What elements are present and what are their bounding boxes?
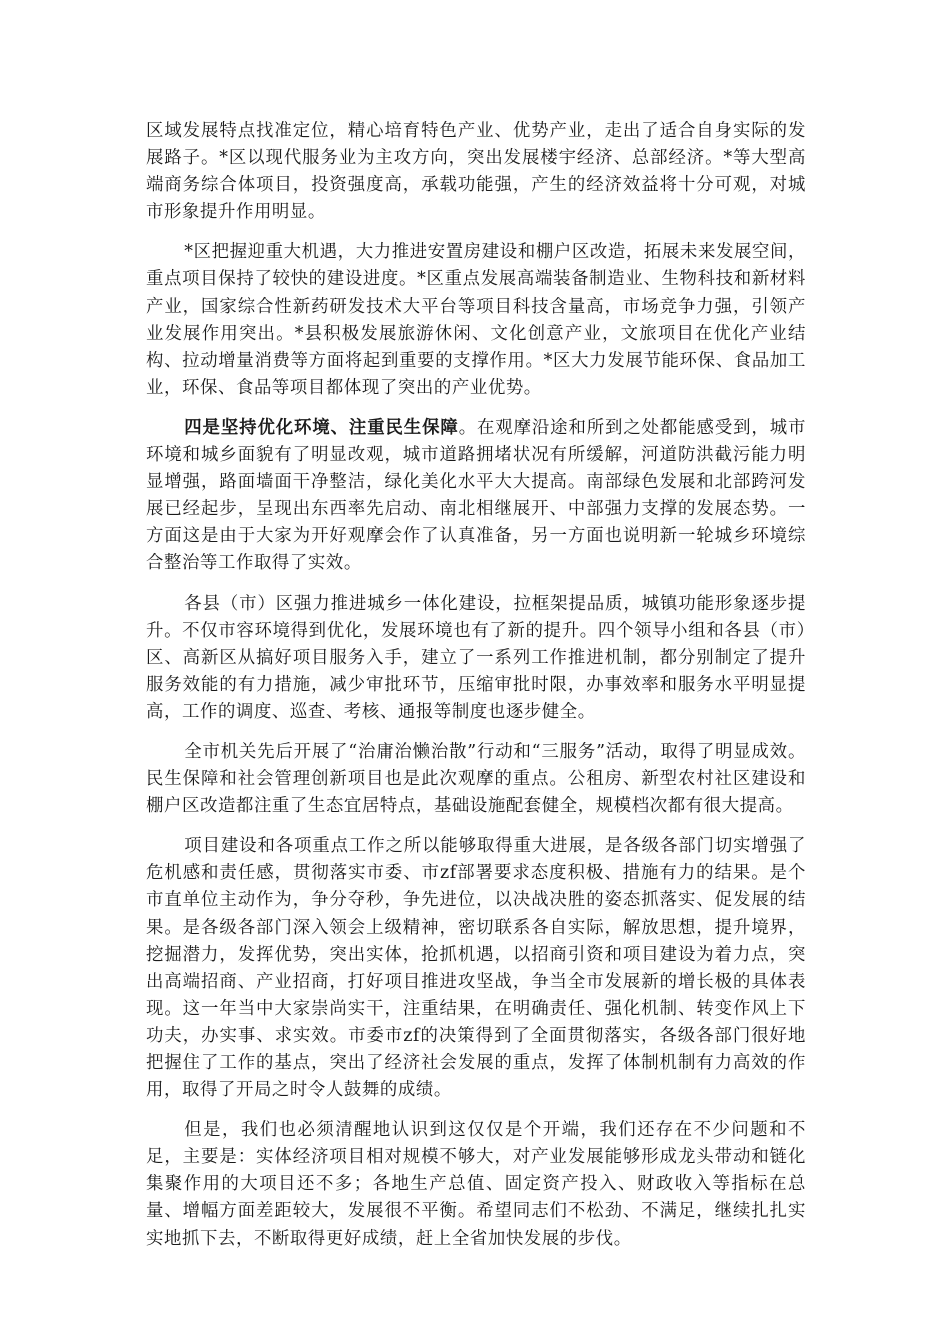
document-body [146, 118, 806, 1266]
paragraph-5-text: 全市机关先后开展了“治庸治懒治散”行动和“三服务”活动，取得了明显成效。民生保障和社会管理创新项目也是此次观摩的重点。公租房、新型农村社区建设和棚户区改造都注重了生态宜居特点，基础设施配套健全，规模档次都有很大提高。 [146, 741, 806, 817]
paragraph-1-text: 区域发展特点找准定位，精心培育特色产业、优势产业，走出了适合自身实际的发展路子。*区以现代服务业为主攻方向，突出发展楼宇经济、总部经济。*等大型高端商务综合体项目，投资强度高，承载功能强，产生的经济效益将十分可观，对城市形象提升作用明显。 [146, 121, 806, 223]
paragraph-2 [146, 239, 806, 402]
paragraph-1 [146, 118, 806, 226]
paragraph-5 [146, 739, 806, 820]
paragraph-3-heading: 四是坚持优化环境、注重民生保障 [184, 417, 459, 438]
paragraph-6-text: 项目建设和各项重点工作之所以能够取得重大进展，是各级各部门切实增强了危机感和责任感，贯彻落实市委、市zf部署要求态度积极、措施有力的结果。是个市直单位主动作为，争分夺秒，争先进位，以决战决胜的姿态抓落实、促发展的结果。是各级各部门深入领会上级精神，密切联系各自实际，解放思想，提升境界，挖掘潜力，发挥优势，突出实体，抢抓机遇，以招商引资和项目建设为着力点，突出高端招商、产业招商，打好项目推进攻坚战，争当全市发展新的增长极的具体表现。这一年当中大家崇尚实干，注重结果，在明确责任、强化机制、转变作风上下功夫，办实事、求实效。市委市zf的决策得到了全面贯彻落实，各级各部门很好地把握住了工作的基点，突出了经济社会发展的重点，发挥了体制机制有力高效的作用，取得了开局之时令人鼓舞的成绩。 [146, 836, 806, 1101]
paragraph-3-text: 。在观摩沿途和所到之处都能感受到，城市环境和城乡面貌有了明显改观，城市道路拥堵状况有所缓解，河道防洪截污能力明显增强，路面墙面干净整洁，绿化美化水平大大提高。南部绿色发展和北部跨河发展已经起步，呈现出东西率先启动、南北相继展开、中部强力支撑的发展态势。一方面这是由于大家为开好观摩会作了认真准备，另一方面也说明新一轮城乡环境综合整治等工作取得了实效。 [146, 417, 806, 574]
paragraph-6 [146, 833, 806, 1104]
paragraph-4-text: 各县（市）区强力推进城乡一体化建设，拉框架提品质，城镇功能形象逐步提升。不仅市容环境得到优化，发展环境也有了新的提升。四个领导小组和各县（市）区、高新区从搞好项目服务入手，建立了一系列工作推进机制，都分别制定了提升服务效能的有力措施，减少审批环节，压缩审批时限，办事效率和服务水平明显提高，工作的调度、巡查、考核、通报等制度也逐步健全。 [146, 593, 806, 722]
paragraph-2-text: *区把握迎重大机遇，大力推进安置房建设和棚户区改造，拓展未来发展空间，重点项目保持了较快的建设进度。*区重点发展高端装备制造业、生物科技和新材料产业，国家综合性新药研发技术大平台等项目科技含量高，市场竞争力强，引领产业发展作用突出。*县积极发展旅游休闲、文化创意产业，文旅项目在优化产业结构、拉动增量消费等方面将起到重要的支撑作用。*区大力发展节能环保、食品加工业，环保、食品等项目都体现了突出的产业优势。 [146, 242, 806, 398]
paragraph-4 [146, 591, 806, 726]
paragraph-7-text: 但是，我们也必须清醒地认识到这仅仅是个开端，我们还存在不少问题和不足，主要是：实体经济项目相对规模不够大，对产业发展能够形成龙头带动和链化集聚作用的大项目还不多；各地生产总值、固定资产投入、财政收入等指标在总量、增幅方面差距较大，发展很不平衡。希望同志们不松劲、不满足，继续扎扎实实地抓下去，不断取得更好成绩，赶上全省加快发展的步伐。 [146, 1120, 806, 1249]
paragraph-3 [146, 415, 806, 578]
paragraph-7 [146, 1117, 806, 1252]
